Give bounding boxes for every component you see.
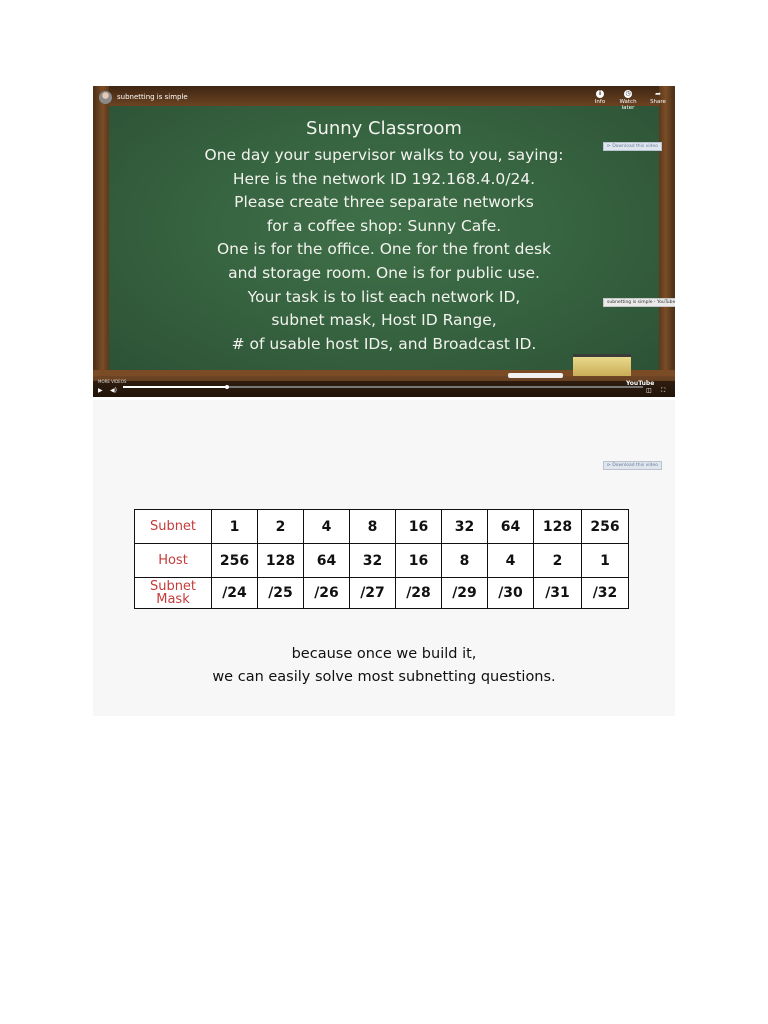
table-cell: 32	[442, 510, 488, 544]
table-cell: 64	[488, 510, 534, 544]
board-line: and storage room. One is for public use.	[228, 263, 540, 282]
chalk	[508, 373, 563, 378]
table-cell: 16	[396, 544, 442, 578]
video-player[interactable]	[93, 86, 675, 397]
table-cell: 8	[350, 510, 396, 544]
table-cell: 128	[534, 510, 582, 544]
table-cell: 16	[396, 510, 442, 544]
table-row-subnet	[135, 510, 629, 544]
table-cell: 64	[304, 544, 350, 578]
eraser	[573, 354, 631, 376]
more-videos-label[interactable]: MORE VIDEOS	[98, 379, 127, 384]
download-arrow-icon: ⊳	[607, 463, 613, 468]
table-cell: /30	[488, 578, 534, 609]
channel-avatar[interactable]	[99, 91, 112, 104]
subnet-table	[134, 509, 629, 609]
download-link-label: Download this video	[612, 144, 658, 149]
board-title: Sunny Classroom	[306, 118, 462, 139]
board-text	[109, 116, 659, 356]
table-cell: 4	[488, 544, 534, 578]
clock-icon: ◷	[625, 90, 631, 97]
table-cell: /32	[582, 578, 629, 609]
share-label: Share	[650, 99, 666, 105]
board-line: One is for the office. One for the front desk	[216, 240, 552, 259]
watch-later-label: Watch later	[619, 99, 637, 111]
info-label: Info	[594, 99, 606, 105]
youtube-logo[interactable]: YouTube	[626, 380, 655, 387]
progress-scrubber[interactable]	[225, 385, 229, 389]
table-cell: /29	[442, 578, 488, 609]
table-cell: /26	[304, 578, 350, 609]
caption-line: because once we build it,	[291, 646, 477, 662]
board-line: for a coffee shop: Sunny Cafe.	[266, 216, 502, 235]
table-cell: /31	[534, 578, 582, 609]
player-top-bar	[93, 86, 675, 110]
board-line: Your task is to list each network ID,	[247, 287, 521, 306]
share-icon: ➦	[655, 90, 661, 98]
download-video-link[interactable]	[603, 142, 662, 151]
video-tooltip: subnetting is simple - YouTube	[603, 298, 675, 307]
watch-later-button[interactable]	[614, 90, 642, 111]
board-frame-right	[659, 86, 675, 397]
table-cell: /28	[396, 578, 442, 609]
board-line: subnet mask, Host ID Range,	[271, 311, 497, 330]
table-cell: 256	[582, 510, 629, 544]
table-cell: /24	[212, 578, 258, 609]
fullscreen-icon[interactable]: ⛶	[661, 387, 666, 394]
row-label: Subnet	[135, 510, 212, 544]
progress-bar[interactable]	[123, 386, 643, 388]
table-cell: 4	[304, 510, 350, 544]
table-cell: 8	[442, 544, 488, 578]
table-cell: /27	[350, 578, 396, 609]
info-button[interactable]	[586, 90, 614, 105]
caption-line: we can easily solve most subnetting questions.	[212, 669, 556, 685]
share-button[interactable]	[644, 90, 672, 105]
table-cell: 1	[212, 510, 258, 544]
video-title[interactable]: subnetting is simple	[117, 93, 188, 101]
table-cell: 1	[582, 544, 629, 578]
row-label: Host	[135, 544, 212, 578]
table-cell: /25	[258, 578, 304, 609]
table-cell: 256	[212, 544, 258, 578]
table-row-subnet-mask	[135, 578, 629, 609]
table-row-host	[135, 544, 629, 578]
download-link-label: Download this video	[612, 463, 658, 468]
download-video-link-2[interactable]	[603, 461, 662, 470]
table-cell: 32	[350, 544, 396, 578]
board-line: # of usable host IDs, and Broadcast ID.	[231, 334, 537, 353]
row-label	[135, 578, 212, 609]
row-label-line: Mask	[156, 592, 190, 607]
board-line: One day your supervisor walks to you, saying:	[204, 146, 564, 164]
player-controls	[93, 381, 675, 397]
progress-fill	[123, 386, 227, 388]
row-label-line: Subnet	[149, 579, 197, 594]
volume-icon[interactable]: ◀)	[110, 387, 117, 394]
table-cell: 2	[258, 510, 304, 544]
board-frame-left	[93, 86, 109, 397]
download-arrow-icon: ⊳	[607, 144, 613, 149]
table-cell: 2	[534, 544, 582, 578]
play-icon[interactable]: ▶	[98, 387, 103, 394]
info-icon: i	[596, 90, 604, 98]
captions-icon[interactable]: ◫	[646, 387, 652, 394]
table-cell: 128	[258, 544, 304, 578]
board-line: Here is the network ID 192.168.4.0/24.	[232, 169, 536, 188]
board-line: Please create three separate networks	[234, 193, 534, 212]
